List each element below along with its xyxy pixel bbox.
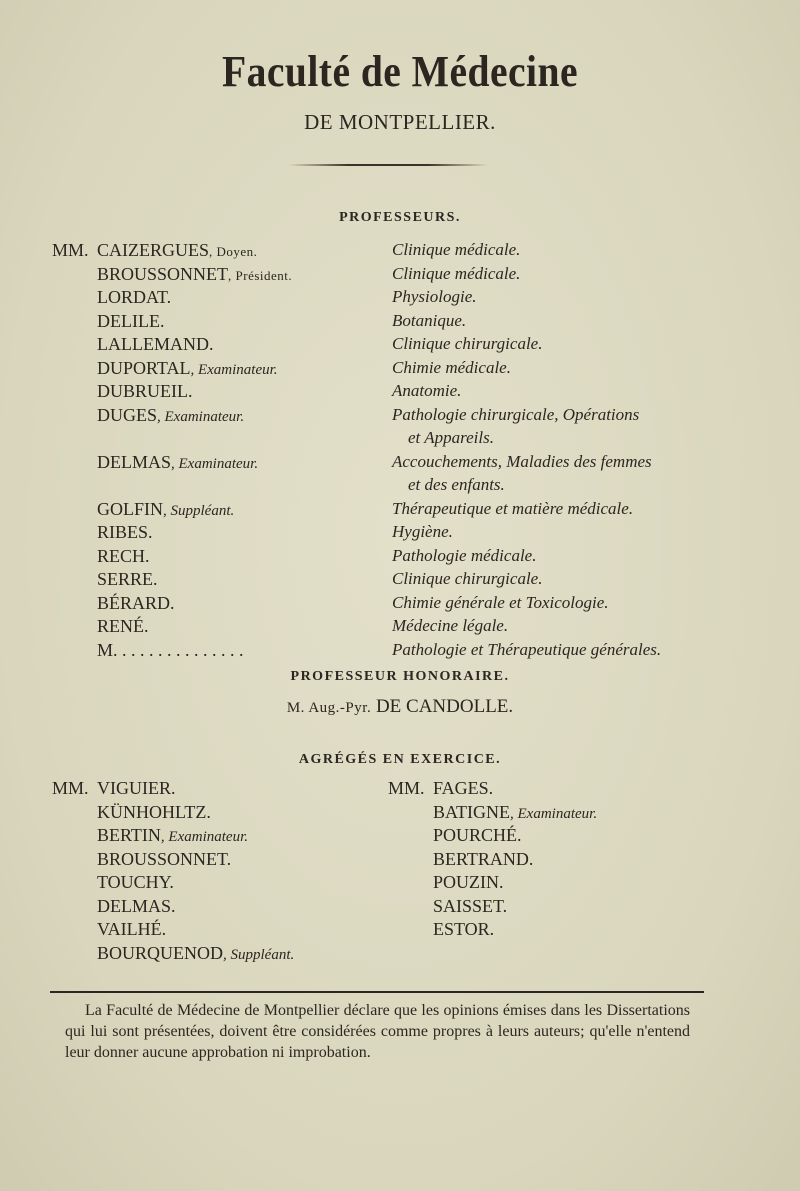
- list-prefix: MM.: [388, 778, 425, 798]
- professeur-name-cell: [97, 381, 193, 402]
- professeur-name: RIBES.: [97, 522, 153, 542]
- professeur-name: BÉRARD.: [97, 592, 175, 613]
- professeur-row: [0, 616, 800, 640]
- agrege-row: [0, 872, 800, 896]
- agrege-row: [0, 919, 800, 943]
- professeur-name-cell: [97, 452, 258, 473]
- professeur-name-cell: [97, 334, 213, 355]
- agrege-role: , Suppléant.: [223, 946, 295, 963]
- agrege-name-cell: [433, 872, 504, 893]
- agrege-name: BOURQUENOD: [97, 942, 223, 963]
- honoraire-prefix: M. Aug.-Pyr.: [286, 700, 372, 716]
- professeur-name-cell: [97, 569, 158, 590]
- professeur-name-cell: [97, 616, 149, 637]
- agrege-name: BERTRAND.: [433, 848, 534, 869]
- professeur-name: RECH.: [97, 545, 150, 566]
- page-title: Faculté de Médecine: [221, 47, 579, 96]
- agrege-row: [0, 896, 800, 920]
- professeur-row: [0, 569, 800, 593]
- honoraire-name: DE CANDOLLE.: [375, 696, 514, 717]
- list-prefix: MM.: [52, 240, 89, 260]
- professeur-name-cell: [97, 264, 292, 285]
- professeur-discipline: Chimie générale et Toxicologie.: [392, 592, 609, 612]
- professeur-row: [0, 311, 800, 335]
- professeur-name: CAIZERGUES: [97, 240, 209, 260]
- professeur-discipline-cont: et Appareils.: [408, 428, 494, 447]
- professeur-discipline: Anatomie.: [392, 381, 462, 400]
- professeur-discipline: Pathologie chirurgicale, Opérations: [392, 404, 640, 424]
- professeur-name-cell: [97, 593, 175, 614]
- honoraire-entry: [0, 696, 800, 718]
- professeur-row: [0, 405, 800, 429]
- agrege-name: BROUSSONNET.: [97, 848, 232, 869]
- honoraire-heading: PROFESSEUR HONORAIRE.: [290, 669, 510, 684]
- professeur-discipline: Clinique chirurgicale.: [392, 334, 543, 353]
- professeur-row: [0, 452, 800, 476]
- professeur-row: [0, 522, 800, 546]
- disclaimer-paragraph: La Faculté de Médecine de Montpellier déclare que les opinions émises dans les Dissertations qui lui sont présentées, doivent être considérées comme propres à leurs auteurs; qu'elle n'entend leur donner aucune approbation ni improbation.: [65, 1002, 690, 1061]
- professeur-name: GOLFIN: [97, 498, 163, 519]
- professeur-name: DELILE.: [97, 310, 165, 331]
- professeur-discipline: Botanique.: [392, 310, 467, 330]
- agrege-row: [0, 943, 800, 967]
- professeur-name-cell: [97, 287, 171, 308]
- discipline-continuation: [0, 475, 800, 499]
- professeur-row: [0, 546, 800, 570]
- agrege-name: BATIGNE: [433, 801, 510, 822]
- professeur-role: , Suppléant.: [163, 502, 235, 519]
- professeur-row: [0, 264, 800, 288]
- professeur-name: LALLEMAND.: [97, 334, 214, 354]
- agrege-name: FAGES.: [433, 778, 494, 798]
- page-subtitle: DE MONTPELLIER.: [304, 110, 496, 134]
- agrege-name-cell: [97, 943, 294, 964]
- professeur-discipline: Pathologie et Thérapeutique générales.: [392, 639, 662, 659]
- professeur-row: [0, 240, 800, 264]
- professeur-discipline: Clinique chirurgicale.: [392, 569, 543, 588]
- agreges-heading: AGRÉGÉS EN EXERCICE.: [298, 752, 502, 767]
- list-prefix: MM.: [52, 778, 89, 798]
- professeur-discipline: Hygiène.: [392, 522, 453, 541]
- agrege-row: [0, 825, 800, 849]
- professeur-row: [0, 381, 800, 405]
- agrege-name: VAILHÉ.: [97, 919, 167, 939]
- professeur-row: [0, 593, 800, 617]
- agrege-name: BERTIN: [97, 825, 161, 845]
- professeur-name-cell: [97, 358, 278, 379]
- agrege-name: DELMAS.: [97, 895, 176, 916]
- ornamental-rule: [288, 164, 488, 166]
- professeur-name-cell: [97, 522, 153, 543]
- agrege-name: SAISSET.: [433, 895, 508, 916]
- discipline-continuation: [0, 428, 800, 452]
- agrege-name: POURCHÉ.: [433, 825, 522, 845]
- professeur-discipline: Thérapeutique et matière médicale.: [392, 498, 634, 518]
- professeur-name: DUGES: [97, 404, 158, 425]
- professeur-name: DUPORTAL: [97, 357, 191, 378]
- professeur-role: , Président.: [228, 267, 293, 283]
- professeur-name: DELMAS: [97, 451, 172, 472]
- agrege-name-cell: [433, 896, 507, 917]
- professeur-name: M. . . . . . . . . . . . . . .: [97, 639, 244, 660]
- professeur-row: [0, 499, 800, 523]
- professeur-discipline: Physiologie.: [392, 287, 477, 306]
- professeur-name: SERRE.: [97, 569, 158, 589]
- professeur-name: BROUSSONNET: [97, 263, 229, 284]
- professeur-name: RENÉ.: [97, 616, 149, 636]
- agrege-name-cell: [433, 919, 494, 940]
- professeurs-heading: PROFESSEURS.: [339, 210, 461, 225]
- professeur-name-cell: [97, 240, 257, 261]
- professeur-name: LORDAT.: [97, 287, 172, 307]
- agrege-role: , Examinateur.: [160, 829, 248, 845]
- professeur-role: , Doyen.: [209, 244, 258, 259]
- professeur-name-cell: [97, 499, 234, 520]
- professeur-discipline-cont: et des enfants.: [408, 475, 505, 494]
- agrege-name-cell: [433, 778, 493, 799]
- professeur-discipline: Accouchements, Maladies des femmes: [392, 451, 652, 471]
- professeur-name-cell: [97, 640, 244, 661]
- professeur-name: DUBRUEIL.: [97, 381, 193, 401]
- professeur-name-cell: [97, 546, 150, 567]
- agrege-name: POUZIN.: [433, 872, 504, 892]
- professeur-discipline: Clinique médicale.: [392, 240, 521, 259]
- agrege-name: KÜNHOHLTZ.: [97, 801, 211, 822]
- professeur-row: [0, 640, 800, 664]
- professeur-row: [0, 358, 800, 382]
- professeur-discipline: Chimie médicale.: [392, 357, 511, 377]
- agrege-name-cell: [433, 849, 533, 870]
- professeur-discipline: Pathologie médicale.: [392, 545, 537, 565]
- professeur-role: , Examinateur.: [157, 408, 245, 425]
- agrege-row: [0, 849, 800, 873]
- divider: [50, 991, 704, 993]
- professeur-role: , Examinateur.: [171, 455, 259, 472]
- agrege-row: [0, 778, 800, 802]
- agrege-role: , Examinateur.: [510, 805, 598, 822]
- agrege-name-cell: [433, 825, 522, 846]
- agrege-name: TOUCHY.: [97, 872, 174, 892]
- professeur-discipline: Médecine légale.: [392, 616, 509, 635]
- agrege-name-cell: [433, 802, 597, 823]
- professeur-name-cell: [97, 405, 244, 426]
- professeur-name-cell: [97, 311, 164, 332]
- professeur-row: [0, 287, 800, 311]
- agrege-name: ESTOR.: [433, 919, 495, 939]
- professeur-role: , Examinateur.: [190, 361, 278, 378]
- agrege-name: VIGUIER.: [97, 778, 176, 798]
- professeur-discipline: Clinique médicale.: [392, 263, 521, 283]
- agrege-row: [0, 802, 800, 826]
- professeur-row: [0, 334, 800, 358]
